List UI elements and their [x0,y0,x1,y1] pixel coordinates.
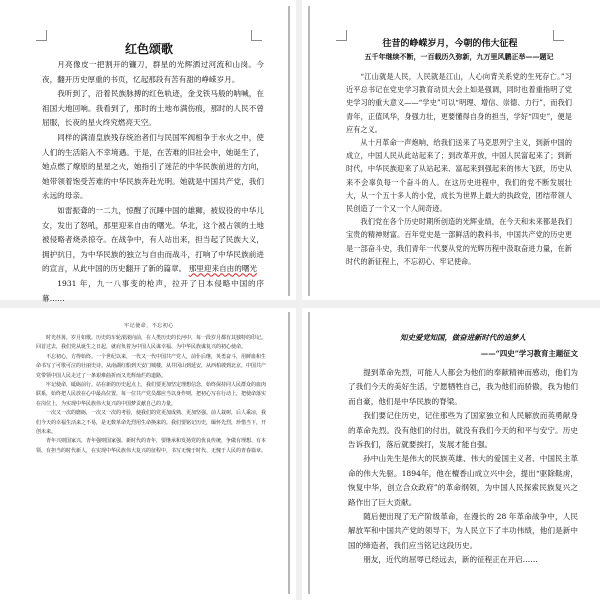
paragraph: 青年兴则国家兴，青年强则国家强。新时代的青年，要继承和发扬党的优良传统，争做有理想、有本领、有担当的时代新人，在实现中华民族伟大复兴的征程中，书写无愧于时代、无愧于人民的青春篇章。 [36,438,267,454]
paragraph: 我们党在各个历史时期所创造的光辉业绩，在今天和未来都是我们宝贵的精神财富。百年党史是一部鲜活的教科书，中国共产党的历史更是一部奋斗史，我们青年一代要从党的光辉历程中汲取奋进力量，在新时代的新征程上，不忘初心、牢记使命。 [346,217,572,266]
paragraph: 提到革命先烈，可能人人都会为他们的奉献精神而感动，他们为了我们今天的美好生活，宁愿牺牲自己，我为他们而骄傲，我为他们而自豪，他们是中华民族的脊梁。 [348,368,578,406]
page-body[interactable] [348,366,578,568]
document-page-3[interactable] [8,312,290,594]
page-edge [308,6,310,296]
page-body[interactable] [36,334,266,456]
paragraph: 1931 年，九一八事变的枪声，拉开了日本侵略中国的序幕…… [42,278,264,303]
paragraph: 不忘初心，方得始终。一个世纪以来，一代又一代中国共产党人，前仆后继，英勇奋斗，用鲜血和生命书写了可歌可泣的壮丽史诗。从南湖红船到天安门城楼，从井冈山到延安，从西柏坡到北京，中国共产党带领中国人民走过了一条艰难曲折而又光辉灿烂的道路。 [36,353,267,379]
paragraph: 朋友，近代的屈辱已经远去，新的征程正在开启…… [363,555,538,565]
paragraph: 同样的满清皇族残存统治者们与民国军阀相争于水火之中，使人们的生活陷入不幸境遇。于是，在苦难的旧社会中，她诞生了，她点燃了燎原的星星之火，她指引了迷茫的中华民族前进的方向，她带领着饱受苦难的中华民族奔赴光明。她就是中国共产党，我们永远的母亲。 [42,132,264,201]
page-body[interactable] [346,70,572,268]
paragraph: 牢记使命，砥砺前行。站在新的历史起点上，我们要更加坚定理想信念，始终保持同人民群众的血肉联系，始终把人民放在心中最高位置。每一位共产党员都应当以身作则，把初心写在行动上，把使命落实在岗位上，为实现中华民族伟大复兴的中国梦贡献自己的力量。 [36,382,267,407]
page-title: 红色颂歌 [124,42,173,56]
document-page-1[interactable] [8,6,290,303]
paragraph: 一次又一次的磨砺，一次又一次的考验，使我们的党更加成熟、更加坚强。前人栽树，后人乘凉，我们今天的幸福生活来之不易，是无数革命先烈用生命换来的。我们要铭记历史，缅怀先烈，珍惜当下，开创未来。 [36,410,267,436]
page-edge [288,312,290,594]
paragraph: 我们要记住历史，记住那些为了国家独立和人民解放而英勇献身的革命先烈。没有他们的付出，就没有我们今天的和平与安宁。历史告诉我们，落后就要挨打，发展才能自强。 [348,411,578,450]
page-edge [308,312,310,594]
page-body[interactable] [42,58,264,306]
page-subtitle: 五千年继续不断，一百载历久弥新，九万里风鹏正举——题记 [364,52,554,61]
document-page-2[interactable] [308,6,592,296]
paragraph: 从十月革命一声炮响，给我们送来了马克思列宁主义，到新中国的成立，中国人民从此站起来了；到改革开放，中国人民富起来了；到新时代，中华民族迎来了从站起来、富起来到强起来的伟大飞跃，历史从来不会辜负每一个奋斗的人。在这历史进程中，我们的党不断发展壮大，从一个五十多人的小党，成长为世界上最大的执政党，团结带领人民创造了一个又一个人间奇迹。 [346,138,572,214]
page-title: 往昔的峥嵘岁月，今朝的伟大征程 [382,39,518,49]
paragraph: 我听到了，沿着民族脉搏的红色轨迹，金戈铁马般的呐喊，在祖国大地回响。我看到了，那时的土地布满伤痕，那时的人民不曾屈服，长夜的星火终究燃亮天空。 [42,89,264,128]
paragraph: 月亮像皮一把割开的镰刀，群星的光辉洒过河流和山岗。今夜，翻开历史厚重的书页，忆起那段有苦有甜的峥嵘岁月。 [42,60,264,84]
page-subtitle: ——“四史”学习教育主题征文 [480,349,578,358]
paragraph: “江山就是人民，人民就是江山，人心向背关系党的生死存亡。”习近平总书记在党史学习教育动员大会上如是强调，同时也着重指明了党史学习的重大意义——“学史”可以“明理、增信、崇德、力行”，而我们青年，正值风华，身强力壮，更要懂得自身的担当，学好“四史”，便是应有之义。 [346,72,572,134]
page-title: 知史爱党知国，做奋进新时代的追梦人 [400,333,526,342]
spellcheck-flagged-text[interactable]: 那里迎来自由的曙光 [188,264,258,274]
paragraph [42,204,264,277]
paragraph-text: 如雷振聋的一二九，惊醒了沉睡中国的雄狮，被奴役的中华儿女，发出了怒吼，那里迎来自由的曙光。华北，这个被占领的土地被侵略者烧杀掠夺。在战争中，有人站出来，担当起了民族大义，拥护抗日，为中华民族的独立与自由而战斗，打响了中华民族前进的宣言，从此中国的历史翻开了新的篇章。 [42,205,264,274]
paragraph: 随后便出现了无产阶级革命，在漫长的 28 年革命战争中，人民解放军和中国共产党的领导下，为人民立下了丰功伟绩，他们是新中国的缔造者，我们应当铭记这段历史。 [348,512,578,550]
paragraph: 孙中山先生是伟大的民族英雄、伟大的爱国主义者、中国民主革命的伟大先驱。1894年，他在檀香山成立兴中会，提出“驱除鞑虏，恢复中华，创立合众政府”的革命纲领，为中国人民探索民族复兴之路作出了巨大贡献。 [348,454,578,507]
document-page-4[interactable] [308,312,592,594]
paragraph: 时光荏苒，岁月如歌。历史的车轮滚滚向前，在人类历史的长河中，每一段岁月都有其独特的印记。回首过去，我们党从诞生之日起，就肩负着为中国人民谋幸福、为中华民族谋复兴的初心使命。 [36,335,267,351]
page-header: 牢记使命，不忘初心 [124,323,174,329]
